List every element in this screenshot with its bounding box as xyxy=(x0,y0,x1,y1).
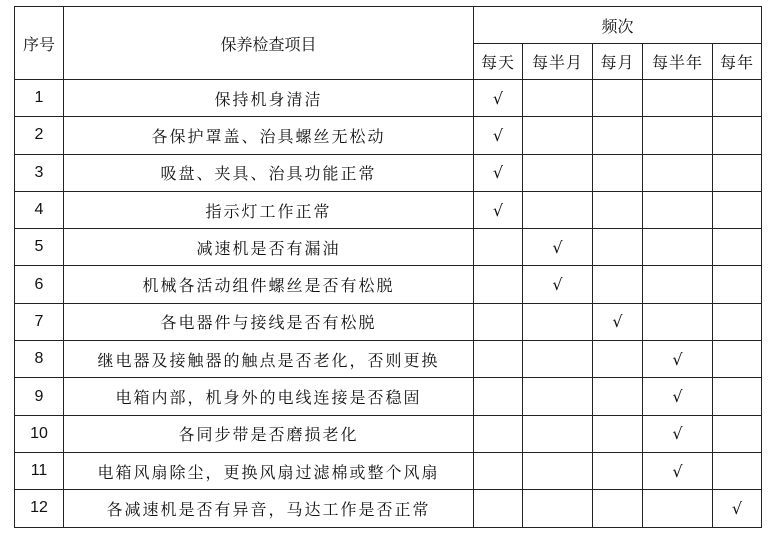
table-row xyxy=(15,303,762,340)
table-row xyxy=(15,80,762,117)
mark-monthly xyxy=(593,490,643,527)
mark-half-monthly xyxy=(523,341,593,378)
mark-yearly xyxy=(713,415,762,452)
row-number: 4 xyxy=(15,191,64,228)
row-number: 10 xyxy=(15,415,64,452)
mark-half-yearly xyxy=(643,191,713,228)
mark-monthly xyxy=(593,80,643,117)
mark-daily: √ xyxy=(474,154,523,191)
mark-half-monthly xyxy=(523,117,593,154)
mark-monthly xyxy=(593,229,643,266)
mark-half-yearly xyxy=(643,303,713,340)
row-number: 12 xyxy=(15,490,64,527)
mark-half-monthly xyxy=(523,191,593,228)
mark-daily: √ xyxy=(474,191,523,228)
mark-half-monthly xyxy=(523,452,593,489)
table-row xyxy=(15,452,762,489)
row-check-item: 各同步带是否磨损老化 xyxy=(64,415,474,452)
row-check-item: 吸盘、夹具、治具功能正常 xyxy=(64,154,474,191)
mark-yearly xyxy=(713,229,762,266)
row-number: 3 xyxy=(15,154,64,191)
row-check-item: 保持机身清洁 xyxy=(64,80,474,117)
table-row xyxy=(15,490,762,527)
mark-half-yearly xyxy=(643,117,713,154)
mark-half-monthly xyxy=(523,415,593,452)
mark-half-monthly xyxy=(523,80,593,117)
mark-half-monthly xyxy=(523,378,593,415)
table-row xyxy=(15,191,762,228)
header-frequency-monthly: 每月 xyxy=(593,44,643,80)
mark-daily xyxy=(474,229,523,266)
mark-daily: √ xyxy=(474,117,523,154)
mark-yearly xyxy=(713,452,762,489)
mark-monthly xyxy=(593,117,643,154)
mark-monthly xyxy=(593,378,643,415)
header-frequency-half-monthly: 每半月 xyxy=(523,44,593,80)
mark-daily xyxy=(474,303,523,340)
mark-monthly xyxy=(593,452,643,489)
table-row xyxy=(15,229,762,266)
mark-yearly xyxy=(713,303,762,340)
mark-half-yearly: √ xyxy=(643,415,713,452)
mark-monthly xyxy=(593,341,643,378)
mark-yearly xyxy=(713,341,762,378)
mark-daily: √ xyxy=(474,80,523,117)
mark-half-yearly xyxy=(643,154,713,191)
mark-half-yearly: √ xyxy=(643,378,713,415)
mark-half-yearly xyxy=(643,266,713,303)
row-check-item: 各减速机是否有异音，马达工作是否正常 xyxy=(64,490,474,527)
row-number: 1 xyxy=(15,80,64,117)
row-check-item: 减速机是否有漏油 xyxy=(64,229,474,266)
mark-yearly xyxy=(713,80,762,117)
row-number: 6 xyxy=(15,266,64,303)
mark-yearly xyxy=(713,191,762,228)
table-row xyxy=(15,341,762,378)
mark-half-monthly: √ xyxy=(523,266,593,303)
header-item: 保养检查项目 xyxy=(64,7,474,80)
header-frequency: 频次 xyxy=(474,7,762,44)
mark-daily xyxy=(474,490,523,527)
header-row-top xyxy=(15,7,762,44)
row-number: 2 xyxy=(15,117,64,154)
row-number: 9 xyxy=(15,378,64,415)
mark-daily xyxy=(474,341,523,378)
row-check-item: 机械各活动组件螺丝是否有松脱 xyxy=(64,266,474,303)
mark-half-yearly xyxy=(643,229,713,266)
mark-monthly xyxy=(593,415,643,452)
header-frequency-half-yearly: 每半年 xyxy=(643,44,713,80)
mark-half-yearly xyxy=(643,490,713,527)
header-no: 序号 xyxy=(15,7,64,80)
table-row xyxy=(15,266,762,303)
table-row xyxy=(15,378,762,415)
mark-monthly xyxy=(593,266,643,303)
row-check-item: 电箱内部，机身外的电线连接是否稳固 xyxy=(64,378,474,415)
mark-yearly xyxy=(713,266,762,303)
mark-half-monthly xyxy=(523,154,593,191)
mark-monthly: √ xyxy=(593,303,643,340)
row-check-item: 电箱风扇除尘，更换风扇过滤棉或整个风扇 xyxy=(64,452,474,489)
row-number: 5 xyxy=(15,229,64,266)
mark-half-monthly: √ xyxy=(523,229,593,266)
mark-yearly xyxy=(713,378,762,415)
mark-daily xyxy=(474,452,523,489)
maintenance-table xyxy=(14,6,762,528)
header-frequency-yearly: 每年 xyxy=(713,44,762,80)
mark-daily xyxy=(474,378,523,415)
mark-half-yearly xyxy=(643,80,713,117)
mark-yearly xyxy=(713,117,762,154)
table-body xyxy=(15,80,762,528)
table-row xyxy=(15,117,762,154)
mark-daily xyxy=(474,415,523,452)
mark-half-monthly xyxy=(523,490,593,527)
mark-half-yearly: √ xyxy=(643,341,713,378)
row-number: 8 xyxy=(15,341,64,378)
row-number: 7 xyxy=(15,303,64,340)
mark-monthly xyxy=(593,154,643,191)
mark-daily xyxy=(474,266,523,303)
mark-yearly xyxy=(713,154,762,191)
table-row xyxy=(15,154,762,191)
row-check-item: 指示灯工作正常 xyxy=(64,191,474,228)
table-row xyxy=(15,415,762,452)
row-number: 11 xyxy=(15,452,64,489)
row-check-item: 各保护罩盖、治具螺丝无松动 xyxy=(64,117,474,154)
mark-half-monthly xyxy=(523,303,593,340)
mark-half-yearly: √ xyxy=(643,452,713,489)
row-check-item: 各电器件与接线是否有松脱 xyxy=(64,303,474,340)
mark-yearly: √ xyxy=(713,490,762,527)
mark-monthly xyxy=(593,191,643,228)
header-frequency-daily: 每天 xyxy=(474,44,523,80)
row-check-item: 继电器及接触器的触点是否老化，否则更换 xyxy=(64,341,474,378)
maintenance-sheet xyxy=(14,6,762,528)
